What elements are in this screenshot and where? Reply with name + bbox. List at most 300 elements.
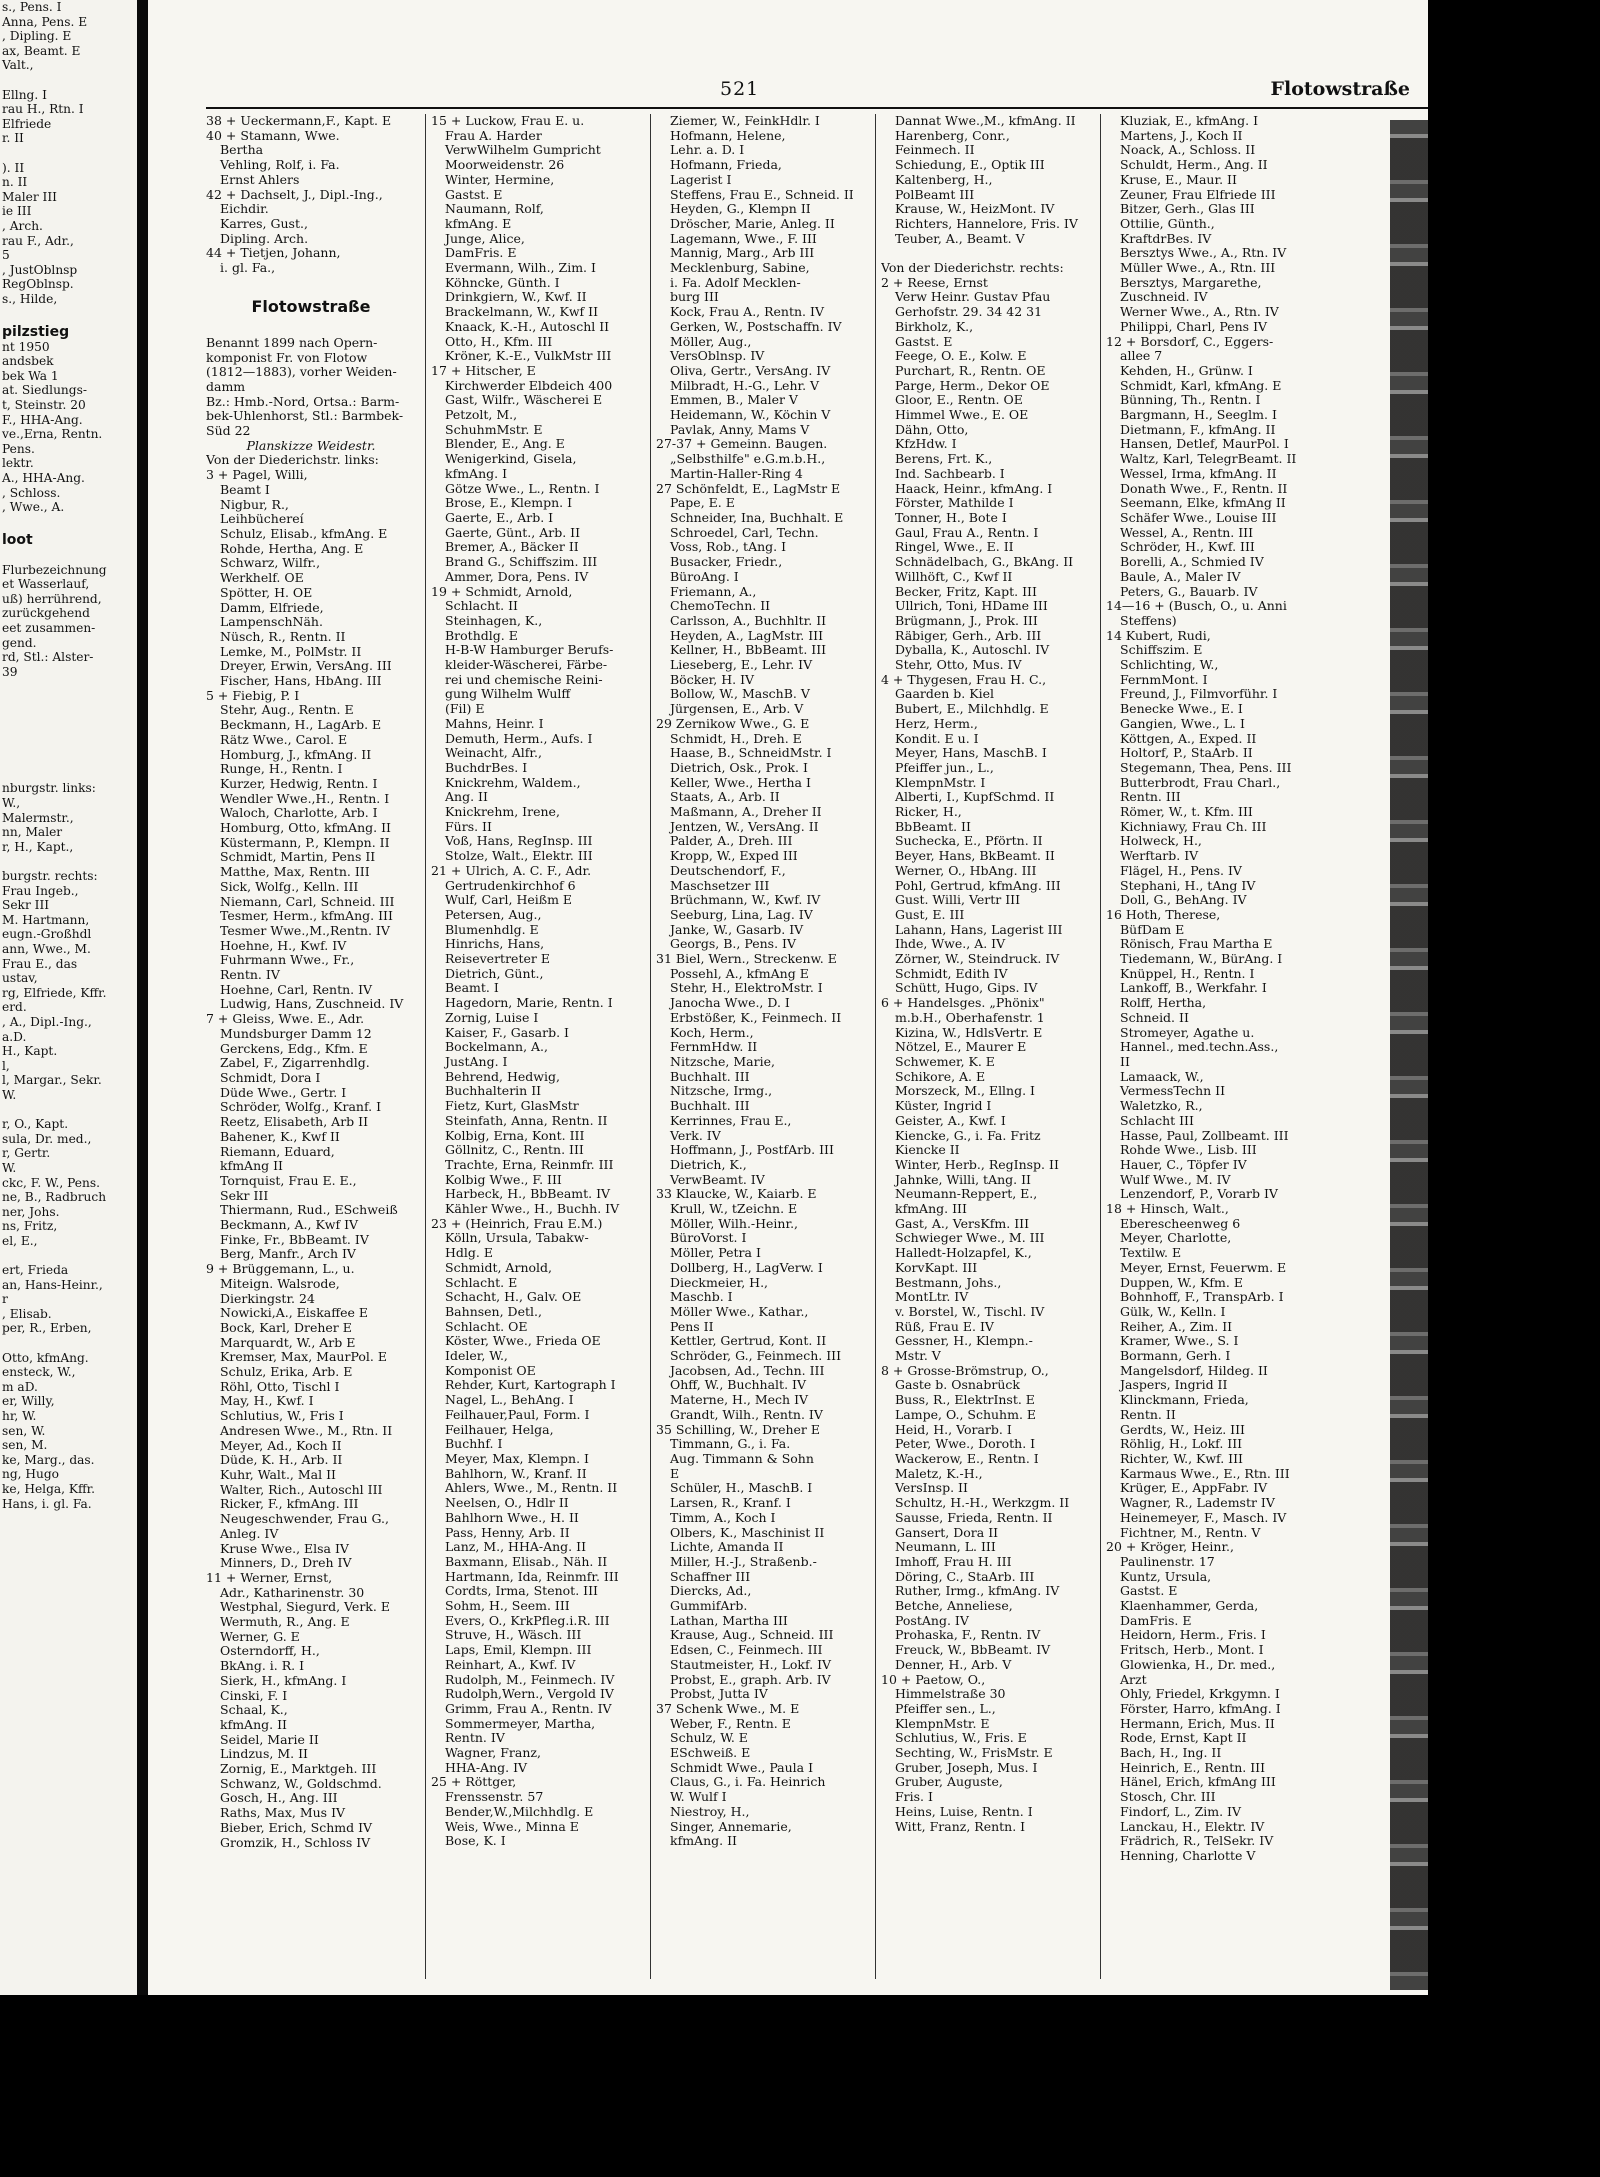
- resident-entry: Röhlig, H., Lokf. III: [1120, 1437, 1243, 1452]
- house-entry: 23 + (Heinrich, Frau E.M.): [431, 1216, 603, 1231]
- resident-entry: BuchdrBes. I: [445, 760, 528, 775]
- resident-entry: Niestroy, H.,: [670, 1804, 750, 1819]
- resident-entry: FernmMont. I: [1120, 672, 1208, 687]
- fragment-line: r, O., Kapt.: [2, 1117, 69, 1132]
- fragment-line: Pens.: [2, 441, 35, 456]
- resident-entry: rei und chemische Reini-: [445, 672, 603, 687]
- resident-entry: Schroedel, Carl, Techn.: [670, 525, 819, 540]
- house-entry: 14 Kubert, Rudi,: [1106, 628, 1211, 643]
- resident-entry: Bockelmann, A.,: [445, 1040, 549, 1055]
- resident-entry: Benannt 1899 nach Opern-: [206, 335, 378, 350]
- resident-entry: Zornig, E., Marktgeh. III: [220, 1762, 377, 1777]
- resident-entry: Seidel, Marie II: [220, 1732, 319, 1747]
- resident-entry: Gruber, Joseph, Mus. I: [895, 1760, 1038, 1775]
- resident-entry: Probst, E., graph. Arb. IV: [670, 1672, 831, 1687]
- resident-entry: Wenigerkind, Gisela,: [445, 452, 577, 467]
- resident-entry: Wessel, Irma, kfmAng. II: [1120, 466, 1277, 481]
- resident-entry: Kiencke II: [895, 1143, 960, 1158]
- fragment-line: r: [2, 1292, 8, 1307]
- resident-entry: allee 7: [1120, 349, 1163, 364]
- resident-entry: Kluziak, E., kfmAng. I: [1120, 114, 1259, 128]
- resident-entry: Buchhalterin II: [445, 1084, 542, 1099]
- resident-entry: Stephani, H., tAng IV: [1120, 878, 1256, 893]
- resident-entry: Düde, K. H., Arb. II: [220, 1453, 343, 1468]
- resident-entry: Döring, C., StaArb. III: [895, 1569, 1035, 1584]
- resident-entry: Probst, Jutta IV: [670, 1687, 768, 1702]
- resident-entry: Demuth, Herm., Aufs. I: [445, 731, 593, 746]
- resident-entry: Schmidt, H., Dreh. E: [670, 731, 802, 746]
- fragment-line: s., Pens. I: [2, 0, 62, 14]
- resident-entry: Dreyer, Erwin, VersAng. III: [220, 659, 392, 674]
- resident-entry: Sick, Wolfg., Kelln. III: [220, 879, 359, 894]
- house-entry: 10 + Paetow, O.,: [881, 1672, 986, 1687]
- resident-entry: Gerhofstr. 29. 34 42 31: [895, 305, 1043, 320]
- resident-entry: Tornquist, Frau E. E.,: [220, 1173, 357, 1188]
- resident-entry: Ricker, F., kfmAng. III: [220, 1497, 359, 1512]
- resident-entry: kfmAng. II: [670, 1834, 737, 1849]
- resident-entry: Schlacht III: [1120, 1113, 1194, 1128]
- resident-entry: Lankoff, B., Werkfahr. I: [1120, 981, 1267, 996]
- resident-entry: Neelsen, O., Hdlr II: [445, 1496, 569, 1511]
- resident-entry: Bargmann, H., Seeglm. I: [1120, 408, 1277, 423]
- resident-entry: Wendler Wwe.,H., Rentn. I: [220, 791, 390, 806]
- resident-entry: Fris. I: [895, 1790, 933, 1805]
- directory-page: [148, 0, 1428, 1995]
- resident-entry: Materne, H., Mech IV: [670, 1393, 809, 1408]
- resident-entry: Possehl, A., kfmAng E: [670, 966, 809, 981]
- resident-entry: Arzt: [1120, 1672, 1147, 1687]
- resident-entry: Knüppel, H., Rentn. I: [1120, 966, 1255, 981]
- resident-entry: Schikore, A. E: [895, 1069, 986, 1084]
- resident-entry: Maßmann, A., Dreher II: [670, 805, 822, 820]
- resident-entry: Hinrichs, Hans,: [445, 937, 545, 952]
- resident-entry: Ahlers, Wwe., M., Rentn. II: [445, 1481, 618, 1496]
- resident-entry: Jürgensen, E., Arb. V: [670, 702, 804, 717]
- resident-entry: Beyer, Hans, BkBeamt. II: [895, 849, 1055, 864]
- fragment-line: Flurbezeichnung: [2, 562, 107, 577]
- resident-entry: Römer, W., t. Kfm. III: [1120, 805, 1253, 820]
- fragment-line: gend.: [2, 635, 37, 650]
- resident-entry: Meyer, Ernst, Feuerwm. E: [1120, 1260, 1287, 1275]
- resident-entry: Steffens, Frau E., Schneid. II: [670, 187, 854, 202]
- resident-entry: BüfDam E: [1120, 922, 1185, 937]
- fragment-line: Maler III: [2, 189, 57, 204]
- resident-entry: Textilw. E: [1120, 1246, 1182, 1261]
- resident-entry: Schulz, Erika, Arb. E: [220, 1365, 353, 1380]
- resident-entry: Werftarb. IV: [1120, 849, 1199, 864]
- resident-entry: Kuntz, Ursula,: [1120, 1569, 1212, 1584]
- house-entry: 5 + Fiebig, P. I: [206, 688, 300, 703]
- street-heading: Flotowstraße: [251, 297, 371, 317]
- fragment-line: pilzstieg: [2, 324, 70, 341]
- resident-entry: Fritsch, Herb., Mont. I: [1120, 1643, 1264, 1658]
- resident-entry: Knickrehm, Waldem.,: [445, 775, 581, 790]
- resident-entry: VermessTechn II: [1120, 1084, 1226, 1099]
- column-5: [1106, 114, 1316, 1864]
- resident-entry: ESchweiß. E: [670, 1746, 751, 1761]
- resident-entry: Meyer, Ad., Koch II: [220, 1438, 342, 1453]
- resident-entry: Hauer, C., Töpfer IV: [1120, 1157, 1247, 1172]
- resident-entry: Edsen, C., Feinmech. III: [670, 1643, 823, 1658]
- fragment-line: [0, 1336, 137, 1351]
- resident-entry: v. Borstel, W., Tischl. IV: [895, 1304, 1045, 1319]
- resident-entry: Kremser, Max, MaurPol. E: [220, 1350, 387, 1365]
- resident-entry: Ihde, Wwe., A. IV: [895, 937, 1006, 952]
- resident-entry: Schiffszim. E: [1120, 643, 1203, 658]
- resident-entry: PostAng. IV: [895, 1613, 969, 1628]
- resident-entry: Rentn. IV: [445, 1731, 505, 1746]
- fragment-line: a.D.: [2, 1029, 27, 1044]
- resident-entry: Nitzsche, Marie,: [670, 1055, 775, 1069]
- resident-entry: Nüsch, R., Rentn. II: [220, 629, 346, 644]
- resident-entry: Rohde Wwe., Lisb. III: [1120, 1143, 1257, 1158]
- fragment-line: nt 1950: [2, 339, 50, 354]
- fragment-line: ustav,: [2, 971, 38, 986]
- fragment-line: [0, 306, 137, 321]
- fragment-line: F., HHA-Ang.: [2, 412, 83, 427]
- resident-entry: Wagner, Franz,: [445, 1746, 541, 1761]
- resident-entry: Ohff, W., Buchhalt. IV: [670, 1378, 806, 1393]
- resident-entry: Bertha: [220, 143, 264, 158]
- resident-entry: Adr., Katharinenstr. 30: [220, 1585, 365, 1600]
- fragment-line: Malermstr.,: [2, 810, 74, 825]
- resident-entry: Miteign. Walsrode,: [220, 1276, 340, 1291]
- resident-entry: Freuck, W., BbBeamt. IV: [895, 1643, 1051, 1658]
- resident-entry: VersInsp. II: [895, 1481, 968, 1496]
- resident-entry: LampenschNäh.: [220, 615, 323, 630]
- column-1: [206, 114, 416, 1850]
- resident-entry: Neumann-Reppert, E.,: [895, 1187, 1038, 1202]
- resident-entry: Wackerow, E., Rentn. I: [895, 1451, 1039, 1466]
- resident-entry: Heinemeyer, F., Masch. IV: [1120, 1510, 1287, 1525]
- resident-entry: Dollberg, H., LagVerw. I: [670, 1260, 823, 1275]
- resident-entry: Räbiger, Gerh., Arb. III: [895, 628, 1042, 643]
- resident-entry: Jacobsen, Ad., Techn. III: [670, 1363, 825, 1378]
- resident-entry: Spötter, H. OE: [220, 585, 313, 600]
- resident-entry: Rehder, Kurt, Kartograph I: [445, 1378, 616, 1393]
- resident-entry: Gaul, Frau A., Rentn. I: [895, 525, 1039, 540]
- resident-entry: Zabel, F., Zigarrenhdlg.: [220, 1056, 370, 1071]
- resident-entry: Homburg, J., kfmAng. II: [220, 747, 372, 762]
- house-entry: 4 + Thygesen, Frau H. C.,: [881, 672, 1047, 687]
- resident-entry: Schwarz, Wilfr.,: [220, 556, 321, 571]
- resident-entry: Ideler, W.,: [445, 1349, 508, 1364]
- column-divider: [1100, 114, 1101, 1979]
- resident-entry: Götze Wwe., L., Rentn. I: [445, 481, 600, 496]
- house-entry: 7 + Gleiss, Wwe. E., Adr.: [206, 1012, 365, 1027]
- resident-entry: Henning, Charlotte V: [1120, 1848, 1256, 1863]
- resident-entry: Hofmann, Frieda,: [670, 158, 782, 173]
- resident-entry: Dipling. Arch.: [220, 231, 309, 246]
- resident-entry: Schäfer Wwe., Louise III: [1120, 510, 1277, 525]
- resident-entry: Philippi, Charl, Pens IV: [1120, 319, 1268, 334]
- resident-entry: Borelli, A., Schmied IV: [1120, 555, 1264, 570]
- resident-entry: Stromeyer, Agathe u.: [1120, 1025, 1255, 1040]
- resident-entry: Paulinenstr. 17: [1120, 1554, 1215, 1569]
- fragment-line: sula, Dr. med.,: [2, 1131, 92, 1146]
- resident-entry: Gaarden b. Kiel: [895, 687, 994, 702]
- resident-entry: Kirchwerder Elbdeich 400: [445, 378, 613, 393]
- resident-entry: Gastst. E: [445, 187, 503, 202]
- resident-entry: Betche, Anneliese,: [895, 1599, 1013, 1614]
- resident-entry: Lanckau, H., Elektr. IV: [1120, 1819, 1265, 1834]
- resident-entry: Wermuth, R., Ang. E: [220, 1615, 350, 1630]
- map-reference: Planskizze Weidestr.: [246, 437, 376, 453]
- resident-entry: Sommermeyer, Martha,: [445, 1716, 596, 1731]
- resident-entry: Ruther, Irmg., kfmAng. IV: [895, 1584, 1060, 1599]
- resident-entry: Kehden, H., Grünw. I: [1120, 363, 1253, 378]
- left-page-fragment: [0, 0, 137, 2177]
- resident-entry: Berg, Manfr., Arch IV: [220, 1247, 356, 1262]
- resident-entry: Heyden, G., Klempn II: [670, 202, 811, 217]
- column-3: [656, 114, 866, 1849]
- fragment-line: ne, B., Radbruch: [2, 1190, 107, 1205]
- resident-entry: Bose, K. I: [445, 1834, 506, 1849]
- resident-entry: Sechting, W., FrisMstr. E: [895, 1746, 1053, 1761]
- fragment-line: [0, 1103, 137, 1118]
- resident-entry: Dietrich, Günt.,: [445, 966, 544, 981]
- resident-entry: Bohnhoff, F., TranspArb. I: [1120, 1290, 1284, 1305]
- resident-entry: Keller, Wwe., Hertha I: [670, 775, 811, 790]
- resident-entry: Von der Diederichstr. rechts:: [881, 261, 1064, 276]
- fragment-line: l,: [2, 1058, 10, 1073]
- fragment-line: Frau E., das: [2, 956, 78, 971]
- resident-entry: Drinkgiern, W., Kwf. II: [445, 290, 587, 305]
- resident-entry: Möller, Aug.,: [670, 334, 752, 349]
- resident-entry: Kolbig Wwe., F. III: [445, 1172, 562, 1187]
- fragment-line: 5: [2, 248, 10, 263]
- resident-entry: Buss, R., ElektrInst. E: [895, 1393, 1035, 1408]
- resident-entry: Maschsetzer III: [670, 878, 770, 893]
- resident-entry: Kaltenberg, H.,: [895, 172, 993, 187]
- resident-entry: Gülk, W., Kelln. I: [1120, 1304, 1226, 1319]
- fragment-line: er, Willy,: [2, 1394, 55, 1409]
- resident-entry: Karres, Gust.,: [220, 216, 308, 231]
- fragment-line: [0, 854, 137, 869]
- resident-entry: Ziemer, W., FeinkHdlr. I: [670, 114, 820, 128]
- resident-entry: Feinmech. II: [895, 143, 975, 158]
- resident-entry: Pape, E. E: [670, 496, 735, 511]
- resident-entry: Feege, O. E., Kolw. E: [895, 349, 1027, 364]
- resident-entry: Miller, H.-J., Straßenb.-: [670, 1554, 817, 1569]
- resident-entry: Eberescheenweg 6: [1120, 1216, 1241, 1231]
- resident-entry: Oliva, Gertr., VersAng. IV: [670, 363, 831, 378]
- resident-entry: Beamt I: [220, 482, 270, 497]
- resident-entry: Baxmann, Elisab., Näh. II: [445, 1554, 608, 1569]
- resident-entry: kfmAng. II: [220, 1717, 287, 1732]
- resident-entry: Stolze, Walt., Elektr. III: [445, 849, 593, 864]
- fragment-line: andsbek: [2, 354, 54, 369]
- resident-entry: Schmidt Wwe., Paula I: [670, 1760, 814, 1775]
- resident-entry: Köttgen, A., Exped. II: [1120, 731, 1257, 746]
- resident-entry: Zornig, Luise I: [445, 1010, 539, 1025]
- fragment-line: M. Hartmann,: [2, 912, 90, 927]
- resident-entry: kfmAng II: [220, 1159, 283, 1174]
- resident-entry: Brothdlg. E: [445, 628, 518, 643]
- resident-entry: Parge, Herm., Dekor OE: [895, 378, 1050, 393]
- resident-entry: BüroAng. I: [670, 569, 739, 584]
- resident-entry: Mundsburger Damm 12: [220, 1026, 372, 1041]
- fragment-line: an, Hans-Heinr.,: [2, 1277, 103, 1292]
- resident-entry: Timmann, G., i. Fa.: [670, 1437, 791, 1452]
- resident-entry: May, H., Kwf. I: [220, 1394, 314, 1409]
- fragment-line: ert, Frieda: [2, 1263, 69, 1278]
- resident-entry: Schwemer, K. E: [895, 1055, 995, 1069]
- resident-entry: Fichtner, M., Rentn. V: [1120, 1525, 1261, 1540]
- fragment-line: r. II: [2, 131, 24, 146]
- resident-entry: Waltz, Karl, TelegrBeamt. II: [1120, 452, 1297, 467]
- house-entry: 40 + Stamann, Wwe.: [206, 128, 340, 143]
- resident-entry: Aug. Timmann & Sohn: [670, 1451, 814, 1466]
- resident-entry: Kröner, K.-E., VulkMstr III: [445, 349, 612, 364]
- resident-entry: Winter, Herb., RegInsp. II: [895, 1157, 1059, 1172]
- resident-entry: Köhncke, Günth. I: [445, 275, 560, 290]
- resident-entry: Schulz, Elisab., kfmAng. E: [220, 526, 388, 541]
- resident-entry: Kiencke, G., i. Fa. Fritz: [895, 1128, 1041, 1143]
- resident-entry: Cordts, Irma, Stenot. III: [445, 1584, 598, 1599]
- fragment-line: Frau Ingeb.,: [2, 883, 79, 898]
- resident-entry: Gansert, Dora II: [895, 1525, 999, 1540]
- fragment-line: nn, Maler: [2, 825, 63, 840]
- resident-entry: Krause, W., HeizMont. IV: [895, 202, 1055, 217]
- resident-entry: Lathan, Martha III: [670, 1613, 788, 1628]
- resident-entry: Dietrich, K.,: [670, 1157, 747, 1172]
- resident-entry: BbBeamt. II: [895, 819, 971, 834]
- spacer: [206, 276, 416, 291]
- resident-entry: Reisevertreter E: [445, 952, 550, 967]
- resident-entry: Beamt. I: [445, 981, 499, 996]
- resident-entry: Schuldt, Herm., Ang. II: [1120, 158, 1268, 173]
- resident-entry: Voß, Hans, RegInsp. III: [445, 834, 593, 849]
- resident-entry: Schröder, G., Feinmech. III: [670, 1349, 842, 1364]
- resident-entry: Feilhauer, Helga,: [445, 1422, 554, 1437]
- resident-entry: Schmidt, Karl, kfmAng. E: [1120, 378, 1282, 393]
- column-divider: [875, 114, 876, 1979]
- resident-entry: Gruber, Auguste,: [895, 1775, 1003, 1790]
- fragment-line: [0, 548, 137, 563]
- resident-entry: H-B-W Hamburger Berufs-: [445, 643, 614, 658]
- resident-entry: Weinacht, Alfr.,: [445, 746, 542, 761]
- resident-entry: VerwBeamt. IV: [670, 1172, 765, 1187]
- resident-entry: Kropp, W., Exped III: [670, 849, 798, 864]
- resident-entry: Schlacht. E: [445, 1275, 518, 1290]
- resident-entry: Ludwig, Hans, Zuschneid. IV: [220, 997, 404, 1012]
- house-entry: 17 + Hitscher, E: [431, 363, 536, 378]
- fragment-line: erd.: [2, 1000, 27, 1015]
- fragment-line: rd, Stl.: Alster-: [2, 650, 94, 665]
- resident-entry: Pfeiffer jun., L.,: [895, 760, 994, 775]
- resident-entry: Schnädelbach, G., BkAng. II: [895, 555, 1074, 570]
- resident-entry: Buchhf. I: [445, 1437, 503, 1452]
- fragment-line: Sekr III: [2, 898, 50, 913]
- resident-entry: Kaiser, F., Gasarb. I: [445, 1025, 569, 1040]
- resident-entry: Struve, H., Wäsch. III: [445, 1628, 582, 1643]
- fragment-line: [0, 679, 137, 694]
- resident-entry: Brackelmann, W., Kwf II: [445, 305, 599, 320]
- resident-entry: Schacht, H., Galv. OE: [445, 1290, 582, 1305]
- resident-entry: Laps, Emil, Klempn. III: [445, 1643, 592, 1658]
- resident-entry: Krull, W., tZeichn. E: [670, 1202, 798, 1217]
- resident-entry: Deutschendorf, F.,: [670, 863, 786, 878]
- resident-entry: Erbstößer, K., Feinmech. II: [670, 1010, 842, 1025]
- fragment-line: loot: [2, 532, 33, 549]
- fragment-line: ke, Marg., das.: [2, 1452, 95, 1467]
- fragment-line: bek Wa 1: [2, 368, 59, 383]
- resident-entry: Haack, Heinr., kfmAng. I: [895, 481, 1053, 496]
- resident-entry: JustAng. I: [445, 1055, 508, 1069]
- resident-entry: Buchhalt. III: [670, 1099, 750, 1114]
- resident-entry: Niemann, Carl, Schneid. III: [220, 894, 395, 909]
- resident-entry: Seeburg, Lina, Lag. IV: [670, 907, 813, 922]
- resident-entry: Schmidt, Martin, Pens II: [220, 850, 376, 865]
- fragment-line: [0, 723, 137, 738]
- resident-entry: Heid, H., Vorarb. I: [895, 1422, 1012, 1437]
- fragment-line: Hans, i. gl. Fa.: [2, 1496, 92, 1511]
- resident-entry: Gastst. E: [1120, 1584, 1178, 1599]
- resident-entry: kfmAng. III: [895, 1202, 967, 1217]
- resident-entry: Noack, A., Schloss. II: [1120, 143, 1256, 158]
- resident-entry: Fischer, Hans, HbAng. III: [220, 674, 382, 689]
- resident-entry: Richters, Hannelore, Fris. IV: [895, 216, 1078, 231]
- fragment-line: Ellng. I: [2, 87, 47, 102]
- column-divider: [650, 114, 651, 1979]
- resident-entry: FernmHdw. II: [670, 1040, 758, 1055]
- fragment-line: ann, Wwe., M.: [2, 942, 91, 956]
- resident-entry: Thiermann, Rud., ESchweiß: [220, 1203, 398, 1218]
- house-entry: 3 + Pagel, Willi,: [206, 468, 308, 483]
- resident-entry: Beckmann, A., Kwf IV: [220, 1218, 359, 1233]
- fragment-line: , Wwe., A.: [2, 500, 65, 515]
- resident-entry: Brüchmann, W., Kwf. IV: [670, 893, 821, 908]
- house-entry: 18 + Hinsch, Walt.,: [1106, 1202, 1229, 1217]
- resident-entry: KlempnMstr. E: [895, 1716, 990, 1731]
- resident-entry: Gust, E. III: [895, 907, 965, 922]
- resident-entry: Mstr. V: [895, 1349, 941, 1364]
- resident-entry: damm: [206, 379, 246, 394]
- resident-entry: Martens, J., Koch II: [1120, 128, 1243, 143]
- resident-entry: Donath Wwe., F., Rentn. II: [1120, 481, 1288, 496]
- resident-entry: Jentzen, W., VersAng. II: [670, 819, 819, 834]
- resident-entry: Neugeschwender, Frau G.,: [220, 1512, 389, 1527]
- resident-entry: Kizina, W., HdlsVertr. E: [895, 1025, 1043, 1040]
- resident-entry: Buchhalt. III: [670, 1069, 750, 1084]
- fragment-line: r, H., Kapt.,: [2, 839, 74, 854]
- resident-entry: Voss, Rob., tAng. I: [670, 540, 787, 555]
- resident-entry: Ohly, Friedel, Krkgymn. I: [1120, 1687, 1280, 1702]
- resident-entry: Lamaack, W.,: [1120, 1069, 1204, 1084]
- resident-entry: Bz.: Hmb.-Nord, Ortsa.: Barm-: [206, 394, 400, 409]
- resident-entry: Evermann, Wilh., Zim. I: [445, 261, 596, 276]
- resident-entry: Kondit. E u. I: [895, 731, 979, 746]
- resident-entry: Hermann, Erich, Mus. II: [1120, 1716, 1275, 1731]
- resident-entry: W. Wulf I: [670, 1790, 727, 1805]
- resident-entry: Grimm, Frau A., Rentn. IV: [445, 1701, 612, 1716]
- resident-entry: Gessner, H., Klempn.-: [895, 1334, 1033, 1349]
- resident-entry: Schröder, Wolfg., Kranf. I: [220, 1100, 382, 1115]
- resident-entry: Hofmann, Helene,: [670, 128, 786, 143]
- fragment-line: r, Gertr.: [2, 1146, 51, 1161]
- resident-entry: Schultz, H.-H., Werkzgm. II: [895, 1496, 1070, 1511]
- resident-entry: Alberti, I., KupfSchmd. II: [895, 790, 1055, 805]
- fragment-line: , A., Dipl.-Ing.,: [2, 1014, 92, 1029]
- fragment-line: n. II: [2, 175, 28, 190]
- resident-entry: Verk. IV: [670, 1128, 721, 1143]
- resident-entry: Jaspers, Ingrid II: [1120, 1378, 1228, 1393]
- resident-entry: Ernst Ahlers: [220, 172, 300, 187]
- resident-entry: Friemann, A.,: [670, 584, 757, 599]
- fragment-line: Elfriede: [2, 116, 52, 131]
- resident-entry: Maschb. I: [670, 1290, 733, 1305]
